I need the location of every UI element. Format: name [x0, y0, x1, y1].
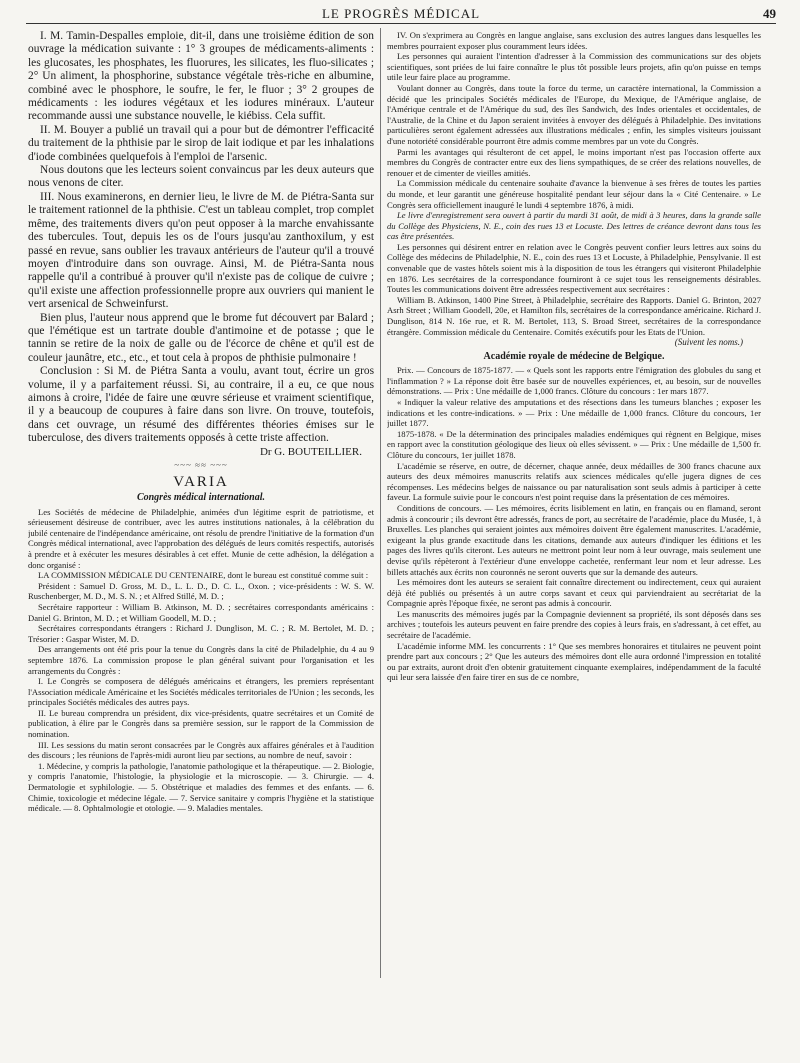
- ornamental-divider: ~~~ ≈≈ ~~~: [174, 459, 228, 470]
- paragraph: Les personnes qui auraient l'intention d'adresser à la Commission des communications sur des objets scientifiques, sont priées de lui faire connaître le plus tôt possible leurs projets, afin qu'on puisse en temps utile leur faire place au programme.: [387, 51, 761, 83]
- paragraph: IV. On s'exprimera au Congrès en langue anglaise, sans exclusion des autres langues dans lesquelles les membres pourraient exposer plus couramment leurs idées.: [387, 30, 761, 51]
- review-text: [28, 30, 374, 446]
- paragraph: Président : Samuel D. Gross, M. D., L. L. D., D. C. L., Oxon. ; vice-présidents : W. S. W. Ruschenberger, M. D., M. S. N. ; et Alfred Stillé, M. D. ;: [28, 580, 374, 602]
- paragraph: William B. Atkinson, 1400 Pine Street, à Philadelphie, secrétaire des Rapports. Daniel G. Brinton, 2027 Asrh Street ; William Goodell, 20e, et Hamilton fils, secrétaires de la correspondance américaine. Richard J. Dunglison, 814 N. 16e rue, et R. M. Bertolet, 113, S. Broad Street, secrétaires de la correspondance étrangère. Commission médicale du Centenaire. Comités exécutifs pour les Etats de l'Union.: [387, 294, 761, 337]
- paragraph: Les personnes qui désirent entrer en relation avec le Congrès peuvent confier leurs lettres aux soins du Collège des médecins de Philadelphie, N. E., coin des rues 13 et Locuste, à Philadelphie, Pensylvanie. Il est convenable que de vastes hôtels soient mis à la disposition de tous les étrangers qui visiteront Philadelphie en 1876. Les secrétaires de la correspondance fourniront à ce sujet tous les renseignements désirables. Toutes les communications doivent être adressées respectivement aux secrétaires :: [387, 241, 761, 295]
- paragraph: Des arrangements ont été pris pour la tenue du Congrès dans la cité de Philadelphie, du 4 au 9 septembre 1876. La commission propose le plan général suivant pour l'organisation et les arrangements du Congrès :: [28, 644, 374, 676]
- paragraph: Le livre d'enregistrement sera ouvert à partir du mardi 31 août, de midi à 3 heures, dans la grande salle du Collège des Physiciens, N. E., coin des rues 13 et Locuste. Des lettres de créance devront dans tous les cas être présentées.: [387, 210, 761, 242]
- paragraph: 1875-1878. « De la détermination des principales maladies endémiques qui règnent en Belgique, mises en rapport avec la constitution géologique des lieux où elles sévissent. » — Prix : Une médaille de 1,500 fr. Clôture du concours, 1er juillet 1878.: [387, 428, 761, 460]
- paragraph: Secrétaire rapporteur : William B. Atkinson, M. D. ; secrétaires correspondants américains : Daniel G. Brinton, M. D. ; et William Goodell, M. D. ;: [28, 601, 374, 623]
- suivent-note: (Suivent les noms.): [674, 337, 743, 348]
- right-column: [387, 30, 761, 1030]
- paragraph: LA COMMISSION MÉDICALE DU CENTENAIRE, dont le bureau est constitué comme suit :: [38, 570, 369, 581]
- left-column: [28, 30, 374, 1060]
- section-subtitle: Congrès médical international.: [136, 491, 266, 503]
- paragraph: I. M. Tamin-Despalles emploie, dit-il, dans une troisième édition de son ouvrage la médication suivante : 1° 3 groupes de médicaments-aliments : les glucosates, les phosphates, les fluorures, les silicates, les fluo-silicates ; 2° Un aliment, la phosphorine, substance végétale très-riche en albumine, combiné avec le phosphore, le soufre, le fer, le fluor ; 3° 2 groupes de médicaments : les iodures végétaux et les iodures minéraux. L'auteur recommande aussi une substance nouvelle, le kiébiss. Cela suffit.: [28, 30, 374, 123]
- journal-title: LE PROGRÈS MÉDICAL: [321, 6, 481, 21]
- paragraph: III. Les sessions du matin seront consacrées par le Congrès aux affaires générales et à l'audition des discours ; les réunions de l'après-midi auront lieu par sections, au nombre de neuf, savoir :: [28, 739, 374, 761]
- paragraph: Conditions de concours. — Les mémoires, écrits lisiblement en latin, en français ou en flamand, seront admis à concourir ; ils devront être adressés, francs de port, au secrétaire de l'académie, place du Musée, 1, à Bruxelles. Les planches qui seraient jointes aux mémoires doivent être également manuscrites. L'académie, exigeant la plus grande exactitude dans les citations, demande aux auteurs d'indiquer les éditions et les pages des livres qu'ils citeront. Les auteurs ne mettront point leur nom à leur ouvrage, mais seulement une devise qu'ils répèteront à l'extérieur d'une enveloppe cachetée, renfermant leur nom et leur adresse. Les billets attachés aux écrits non couronnés ne seront ouverts que sur la demande des auteurs.: [387, 502, 761, 577]
- congress-text: [28, 507, 374, 814]
- paragraph: L'académie se réserve, en outre, de décerner, chaque année, deux médailles de 300 francs chacune aux auteurs des deux mémoires manuscrits relatifs aux sciences médicales qu'elle jugera dignes de ces récompenses. Les médecins belges de naissance ou par naturalisation sont seuls admis à participer à cette faveur. La formule suivie pour le concours n'est point requise dans la présentation de ces mémoires.: [387, 460, 761, 503]
- paragraph: Secrétaires correspondants étrangers : Richard J. Dunglison, M. C. ; R. M. Bertolet, M. D. ; Trésorier : Gaspar Wister, M. D.: [28, 623, 374, 644]
- paragraph: Les Sociétés de médecine de Philadelphie, animées d'un légitime esprit de patriotisme, et sérieusement désireuse de contribuer, avec les autres institutions nationales, à la célébration du jubilé centenaire de l'indépendance américaine, ont résolu de prendre l'initiative de la formation d'un Congrès médical international, avec l'approbation des délégués de leurs comités respectifs, autorisés à prendre et à exécuter les mesures désirables à cet effet. Munie de cette adhésion, la délégation a donc organisé :: [28, 506, 374, 570]
- paragraph: Bien plus, l'auteur nous apprend que le brome fut découvert par Balard ; que l'émétique est un tartrate double d'antimoine et de potasse ; que le tannin se retire de la noix de galle ou de l'écorce de chêne et qu'il est de couleur jaunâtre, etc., etc., et tout cela à propos de phthisie pulmonaire !: [28, 311, 374, 364]
- paragraph: Nous doutons que les lecteurs soient convaincus par les deux auteurs que nous venons de citer.: [28, 164, 374, 190]
- column-divider: [380, 28, 381, 978]
- paragraph: « Indiquer la valeur relative des amputations et des résections dans les tumeurs blanches ; exposer les indications et les contre-indications. » — Prix : Une médaille de 1,000 francs. Clôture du concours, 1er juillet 1877.: [387, 397, 761, 429]
- academie-text: [387, 365, 761, 683]
- academie-title: Académie royale de médecine de Belgique.: [483, 351, 665, 363]
- paragraph: 1. Médecine, y compris la pathologie, l'anatomie pathologique et la thérapeutique. — 2. Biologie, y compris l'anatomie, l'histologie, la physiologie et la microscopie. — 3. Chirurgie. — 4. Dermatologie et syphilologie. — 5. Obstétrique et maladies des femmes et des enfants. — 6. Chimie, toxicologie et médecine légale. — 7. Service sanitaire y compris l'hygiène et la statistique médicale. — 8. Ophtalmologie et otologie. — 9. Maladies mentales.: [28, 760, 374, 814]
- paragraph: II. M. Bouyer a publié un travail qui a pour but de démontrer l'efficacité du traitement de la phthisie par le sirop de lait iodique et par les inhalations d'iode combinées quelquefois à l'emploi de l'arsenic.: [28, 123, 374, 163]
- paragraph: Prix. — Concours de 1875-1877. — « Quels sont les rapports entre l'émigration des globules du sang et l'inflammation ? » La réponse doit être basée sur de nouvelles expériences, et, au besoin, sur de nouvelles démonstrations. — Prix : Une médaille de 1,000 francs. Clôture du concours : 1er mars 1877.: [387, 365, 761, 397]
- paragraph: Conclusion : Si M. de Piétra Santa a voulu, avant tout, écrire un gros volume, il y a parfaitement réussi. Si, au contraire, il a eu, ce que nous aimons à croire, l'idée de faire une œuvre sérieuse et vraiment scientifique, il y a beaucoup de coupures à faire dans son livre. On trouve, toutefois, dans cet ouvrage, un résumé des différentes théories émises sur le tuberculose, des divers traitements opposés à cette triste affection.: [28, 365, 374, 445]
- section-title: VARIA: [173, 473, 229, 490]
- paragraph: L'académie informe MM. les concurrents : 1° Que ses membres honoraires et titulaires ne peuvent point prendre part aux concours ; 2° Que les auteurs des mémoires dont elle aura ordonné l'impression en totalité ou par extraits, auront droit d'en obtenir gratuitement cinquante exemplaires, indépendamment de la faculté qui leur sera laissée d'en faire tirer en sus de ce nombre,: [387, 640, 761, 683]
- paragraph: Voulant donner au Congrès, dans toute la force du terme, un caractère international, la Commission a décidé que les principales Sociétés médicales de l'Europe, du Mexique, de l'Amérique anglaise, de l'Amérique centrale et de l'Amérique du sud, des îles Sandwich, des Indes orientales et occidentales, de l'Australie, de la Chine et du Japon seraient invitées à envoyer des délégués à Philadelphie. Des invitations particulières seront également adressées aux illustrations médicales ; enfin, les simples visiteurs jouissant d'une notoriété considérable pourront être admis comme membres par un vote du Congrès.: [387, 82, 761, 146]
- page-number: 49: [763, 6, 776, 21]
- paragraph: Les mémoires dont les auteurs se seraient fait connaître directement ou indirectement, ceux qui auraient déjà été publiés ou présentés à un autre corps savant et ceux qui parviendraient au secrétariat de la Compagnie après l'époque fixée, ne seront pas admis à concourir.: [387, 577, 761, 609]
- paragraph: Les manuscrits des mémoires jugés par la Compagnie deviennent sa propriété, ils sont déposés dans ses archives ; toutefois les auteurs peuvent en faire prendre des copies à leurs frais, en s'adressant, à cet effet, au secrétaire de l'académie.: [387, 608, 761, 641]
- paragraph: II. Le bureau comprendra un président, dix vice-présidents, quatre secrétaires et un Comité de publication, à élire par le Congrès dans sa première session, sur le rapport de la Commission de nomination.: [28, 707, 374, 740]
- page-header: [26, 4, 776, 24]
- paragraph: I. Le Congrès se composera de délégués américains et étrangers, les premiers représentant l'Association médicale Américaine et les Sociétés médicales territoriales de l'Union ; les seconds, les principales Sociétés médicales des autres pays.: [28, 676, 374, 708]
- congress-text-continued: [387, 30, 761, 337]
- paragraph: Parmi les avantages qui résulteront de cet appel, le moins important n'est pas l'occasion offerte aux membres du Congrès de contracter entre eux des liens sympathiques, de se créer des relations nouvelles, de renouer et de cimenter de vieilles amitiés.: [387, 146, 761, 178]
- paragraph: III. Nous examinerons, en dernier lieu, le livre de M. de Piétra-Santa sur le traitement rationnel de la phthisie. C'est un tableau complet, trop complet même, des traitements divers qu'on peut opposer à la marche envahissante des tubercules. Tout, depuis les os de l'ours jusqu'au zanthoxilum, y est passé en revue, sans oublier les travaux antérieurs de l'auteur qu'il a trouvé moyen d'introduire dans son ouvrage. Ainsi, M. de Piétra-Santa nous rappelle qu'il a contribué à prouver qu'il n'existe pas de colique de cuivre ; qu'il existe une affection professionnelle propre aux ouvriers qui manient le vert arsenical de Schweinfurst.: [28, 190, 374, 311]
- author-signature: Dr G. BOUTEILLIER.: [259, 445, 362, 458]
- paragraph: La Commission médicale du centenaire souhaite d'avance la bienvenue à ses frères de toutes les parties du monde, et leur garantit une généreuse hospitalité pendant leur séjour dans la « Cité Centenaire. » Le Congrès sera officiellement inauguré le lundi 4 septembre 1876, à midi.: [387, 178, 761, 210]
